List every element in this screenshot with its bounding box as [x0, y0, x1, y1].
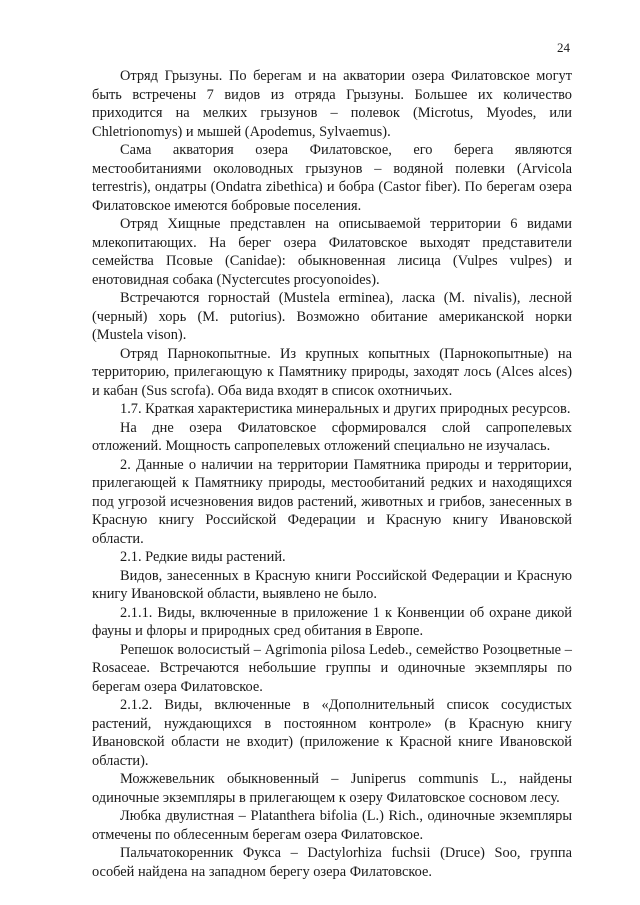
paragraph-mustelids: Встречаются горностай (Mustela erminea), ласка (M. nivalis), лесной (черный) хорь (M. putorius). Возможно обитание американской норки (Mustela vison). [92, 290, 572, 343]
paragraph-artiodactyls: Отряд Парнокопытные. Из крупных копытных (Парнокопытные) на территорию, прилегающую к Памятнику природы, заходят лось (Alces alces) и кабан (Sus scrofa). Оба вида входят в список охотничьих. [92, 345, 572, 399]
section-heading-2-1-1: 2.1.1. Виды, включенные в приложение 1 к Конвенции об охране дикой фауны и флоры и природных сред обитания в Европе. [92, 604, 572, 639]
page-number: 24 [557, 40, 570, 55]
paragraph-no-red-book-species: Видов, занесенных в Красную книги Российской Федерации и Красную книгу Ивановской области, выявлено не было. [92, 567, 572, 602]
section-heading-1-7: 1.7. Краткая характеристика минеральных и других природных ресурсов. [120, 401, 571, 417]
document-body [92, 67, 572, 881]
section-heading-2: 2. Данные о наличии на территории Памятника природы и территории, прилегающей к Памятнику природы, местообитаний редких и находящихся под угрозой исчезновения видов растений, животных и грибов, занесенных в Красную книгу Российской Федерации и Красную книгу Ивановской области. [92, 456, 572, 547]
paragraph-rodents: Отряд Грызуны. По берегам и на акватории озера Филатовское могут быть встречены 7 видов из отряда Грызуны. Большее их количество приходится на мелких грызунов – полевок (Microtus, Myodes, или Chletrionomys) и мышей (Apodemus, Sylvaemus). [92, 68, 572, 140]
paragraph-lake-rodents: Сама акватория озера Филатовское, его берега являются местообитаниями околоводных грызунов – водяной полевки (Arvicola terrestris), ондатры (Ondatra zibethica) и бобра (Castor fiber). По берегам озера Филатовское имеются бобровые поселения. [92, 142, 572, 214]
paragraph-platanthera: Любка двулистная – Platanthera bifolia (L.) Rich., одиночные экземпляры отмечены по облесенным берегам озера Филатовское. [92, 808, 572, 843]
paragraph-agrimonia: Репешок волосистый – Agrimonia pilosa Ledeb., семейство Розоцветные – Rosaceae. Встречаются небольшие группы и одиночные экземпляры по берегам озера Филатовское. [92, 641, 572, 695]
section-heading-2-1: 2.1. Редкие виды растений. [120, 549, 286, 565]
paragraph-carnivores: Отряд Хищные представлен на описываемой территории 6 видами млекопитающих. На берег озера Филатовское выходят представители семейства Псовые (Canidae): обыкновенная лисица (Vulpes vulpes) и енотовидная собака (Nyctercutes procyonoides). [92, 216, 572, 288]
paragraph-sapropel: На дне озера Филатовское сформировался слой сапропелевых отложений. Мощность сапропелевых отложений специально не изучалась. [92, 419, 572, 454]
paragraph-juniperus: Можжевельник обыкновенный – Juniperus communis L., найдены одиночные экземпляры в прилегающем к озеру Филатовское сосновом лесу. [92, 771, 572, 806]
paragraph-dactylorhiza: Пальчатокоренник Фукса – Dactylorhiza fuchsii (Druce) Soo, группа особей найдена на западном берегу озера Филатовское. [92, 845, 572, 880]
section-heading-2-1-2: 2.1.2. Виды, включенные в «Дополнительный список сосудистых растений, нуждающихся в постоянном контроле» (в Красную книгу Ивановской области не входит) (приложение к Красной книге Ивановской области). [92, 697, 572, 769]
